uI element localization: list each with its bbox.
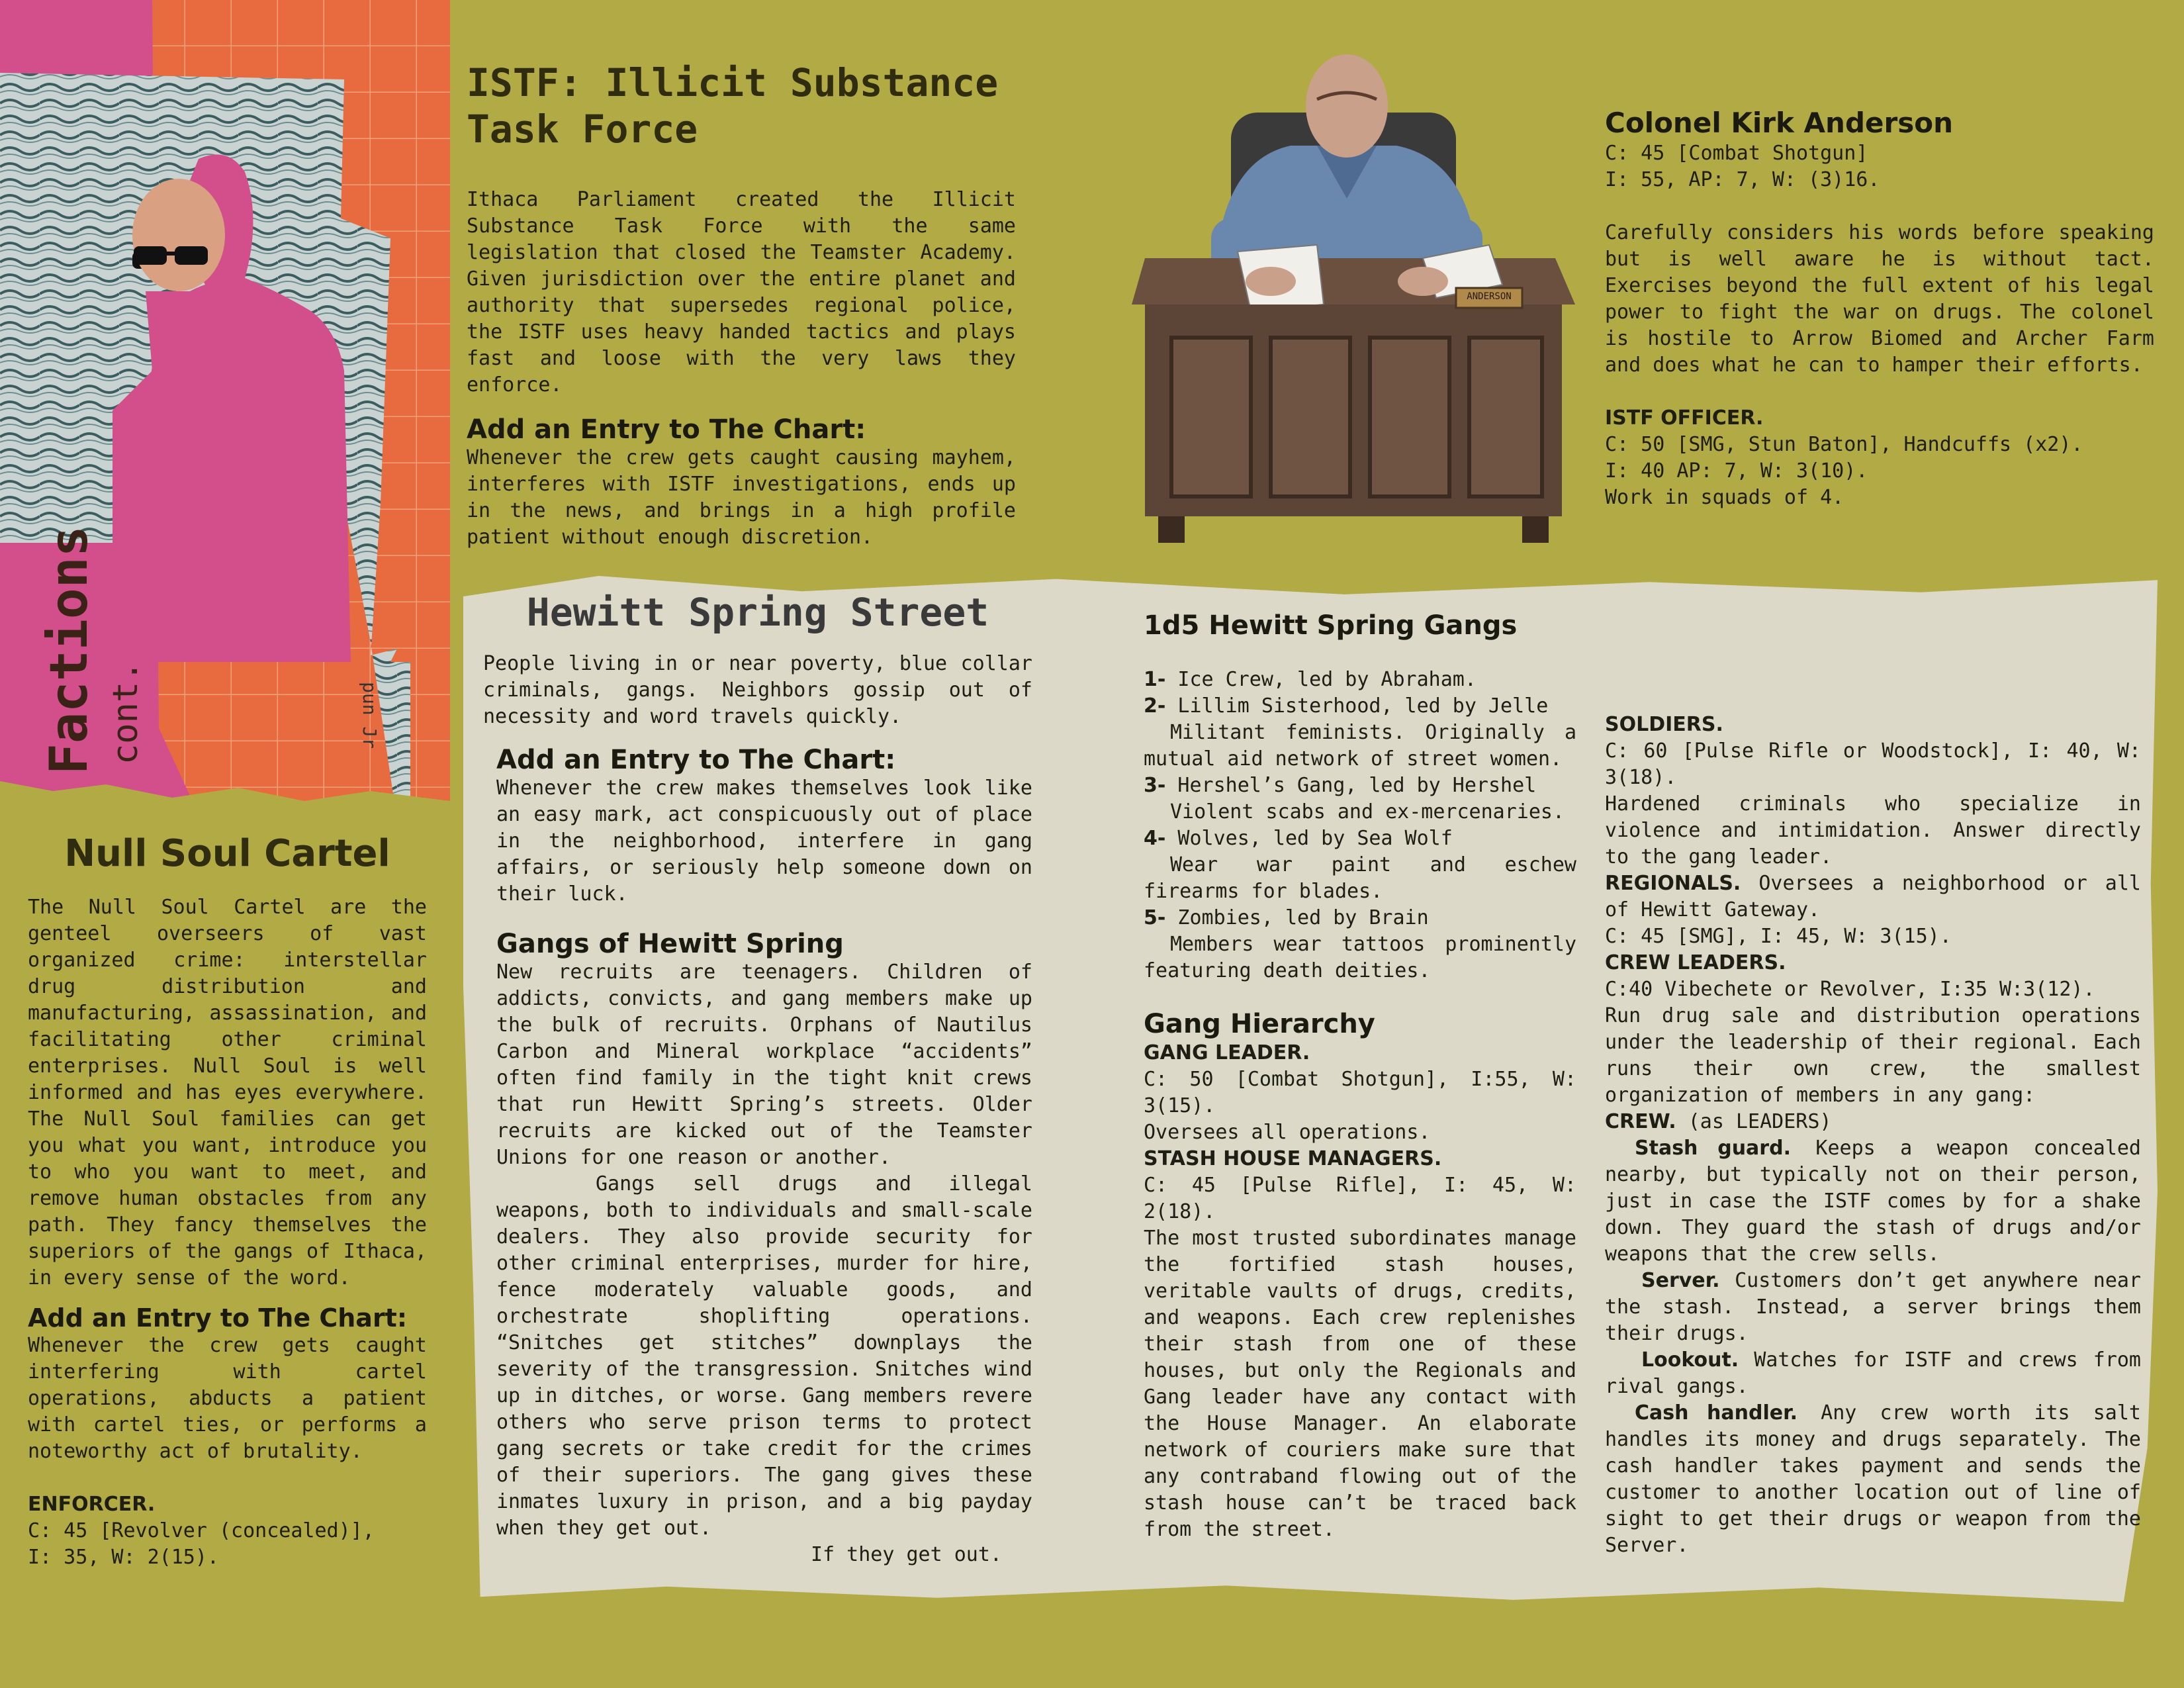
gang-item-3: 3- Hershel’s Gang, led by Hershel: [1144, 774, 1537, 797]
null-soul-intro: The Null Soul Cartel are the genteel overseers of vast organized crime: interstellar drug distribution and manufacturing, assassination, and facilitating other criminal enterprises. Null Soul is well informed and has eyes everywhere. The Null Soul families can get you what you want, introduce you to who you want to meet, and remove human obstacles from any path. They fancy themselves the superiors of the gangs of Ithaca, in every sense of the word.: [28, 896, 427, 1289]
hewitt-title: Hewitt Spring Street: [526, 590, 989, 635]
null-soul-chart-text: Whenever the crew gets caught interfering with cartel operations, abducts a patient with cartel ties, or performs a noteworthy act of brutality.: [28, 1334, 427, 1463]
server-label: Server.: [1641, 1269, 1720, 1292]
server-desc: Customers don’t get anywhere near the stash. Instead, a server brings them their drugs.: [1605, 1269, 2142, 1345]
gangs-heading: Gangs of Hewitt Spring: [496, 929, 844, 959]
colonel-desc: Carefully considers his words before speaking but is well aware he is without tact. Exercises beyond the full extent of his legal power to fight the war on drugs. The colonel is hostile to Arrow Biomed and Archer Farm and does what he can to hamper their efforts.: [1605, 221, 2154, 377]
gang-item-4: 4- Wolves, led by Sea Wolf: [1144, 827, 1453, 850]
colonel-section: [1605, 106, 2154, 511]
hewitt-intro: People living in or near poverty, blue collar criminals, gangs. Neighbors gossip out of necessity and word travels quickly.: [483, 652, 1032, 728]
sidebar-subtitle: cont.: [106, 661, 146, 765]
stash-manager-desc: The most trusted subordinates manage the fortified stash houses, veritable vaults of drugs, credits, and weapons. Each crew replenishes their stash from one of these houses, but only the Regionals and Gang leader have any contact with the House Manager. An elaborate network of couriers make sure that any contraband flowing out of the stash house can’t be traced back from the street.: [1144, 1227, 1576, 1541]
gangs-list: [1144, 667, 1576, 984]
istf-chart-heading: Add an Entry to The Chart:: [467, 414, 866, 445]
gang-desc-4: Wear war paint and eschew firearms for blades.: [1144, 853, 1576, 903]
null-soul-title: Null Soul Cartel: [64, 832, 390, 875]
crew: [1605, 1109, 2141, 1135]
istf-title-line2: Task Force: [467, 107, 698, 152]
desk-nameplate: ANDERSON: [1467, 291, 1512, 302]
gangs-table-section: [1144, 606, 1576, 1543]
istf-title: [467, 60, 1036, 152]
leader-label: GANG LEADER.: [1144, 1041, 1310, 1064]
stash-guard: [1605, 1135, 2141, 1268]
lookout-label: Lookout.: [1641, 1348, 1739, 1372]
crew-leaders-stats: C:40 Vibechete or Revolver, I:35 W:3(12).: [1605, 978, 2095, 1001]
lookout: [1605, 1347, 2141, 1400]
crew-leaders-label: CREW LEADERS.: [1605, 951, 1786, 974]
enforcer-label: ENFORCER.: [28, 1493, 156, 1516]
cash-handler-label: Cash handler.: [1635, 1401, 1797, 1425]
istf-title-line1: ISTF: Illicit Substance: [467, 60, 999, 105]
collage-illustration: [0, 0, 450, 827]
cash-handler: [1605, 1400, 2141, 1559]
server: [1605, 1268, 2141, 1347]
colonel-stats-1: C: 45 [Combat Shotgun]: [1605, 142, 1868, 165]
hewitt-chart-text: Whenever the crew makes themselves look like an easy mark, act conspicuously out of place in the neighborhood, interfere in gang affairs, or seriously help someone down on their luck.: [496, 776, 1032, 906]
soldiers-stats: C: 60 [Pulse Rifle or Woodstock], I: 40, W: 3(18).: [1605, 739, 2141, 789]
null-soul-section: [28, 831, 427, 1571]
regionals-label: REGIONALS.: [1605, 872, 1741, 895]
istf-intro: Ithaca Parliament created the Illicit Substance Task Force with the same legislation that closed the Teamster Academy. Given jurisdiction over the entire planet and authority that supersedes regional police, the ISTF uses heavy handed tactics and plays fast and loose with the very laws they enforce.: [467, 188, 1016, 397]
leader-desc: Oversees all operations.: [1144, 1121, 1431, 1144]
gang-item-1: 1- Ice Crew, led by Abraham.: [1144, 668, 1477, 691]
gang-item-5: 5- Zombies, led by Brain: [1144, 906, 1429, 929]
crew-label: CREW.: [1605, 1110, 1676, 1133]
soldiers-label: SOLDIERS.: [1605, 713, 1723, 736]
sidebar-title: Factions: [40, 526, 99, 774]
colonel-stats-2: I: 55, AP: 7, W: (3)16.: [1605, 168, 1880, 191]
gang-desc-2: Militant feminists. Originally a mutual aid network of street women.: [1144, 721, 1576, 771]
null-soul-chart-heading: Add an Entry to The Chart:: [28, 1303, 408, 1333]
stash-guard-desc: Keeps a weapon concealed nearby, but typically not on their person, just in case the ISTF comes by for a shake down. They guard the stash of drugs and/or weapons that the crew sells.: [1605, 1137, 2141, 1266]
stash-manager-label: STASH HOUSE MANAGERS.: [1144, 1147, 1442, 1170]
stash-guard-label: Stash guard.: [1635, 1137, 1791, 1160]
gangs-ending: If they get out.: [811, 1543, 1002, 1566]
istf-chart-text: Whenever the crew gets caught causing mayhem, interferes with ISTF investigations, ends up in the news, and brings in a high profile patient without enough discretion.: [467, 446, 1016, 549]
roles-section: [1605, 712, 2141, 1559]
colonel-illustration: [1118, 26, 1582, 556]
cash-handler-desc: Any crew worth its salt handles its money and drugs separately. The cash handler takes payment and sends the customer to another location out of line of sight to get their drugs or weapon from the Server.: [1605, 1401, 2141, 1557]
gangs-paragraph-1: New recruits are teenagers. Children of addicts, convicts, and gang members make up the bulk of recruits. Orphans of Nautilus Carbon and Mineral workplace “accidents” often find family in the tight knit crews that run Hewitt Spring’s streets. Older recruits are kicked out of the Teamster Unions for one reason or another.: [496, 961, 1032, 1169]
hierarchy-heading: Gang Hierarchy: [1144, 1009, 1375, 1039]
hewitt-chart-heading: Add an Entry to The Chart:: [496, 745, 896, 775]
leader-stats: C: 50 [Combat Shotgun], I:55, W: 3(15).: [1144, 1068, 1576, 1117]
colonel-name: Colonel Kirk Anderson: [1605, 107, 1953, 139]
officer-stats-1: C: 50 [SMG, Stun Baton], Handcuffs (x2).: [1605, 433, 2083, 456]
scrap-text: pun Jr: [359, 682, 381, 749]
gang-desc-5: Members wear tattoos prominently featuring death deities.: [1144, 933, 1576, 982]
gang-desc-3: Violent scabs and ex-mercenaries.: [1170, 800, 1565, 823]
hewitt-section: [483, 586, 1046, 1568]
gangs-table-heading: 1d5 Hewitt Spring Gangs: [1144, 610, 1518, 641]
regionals: [1605, 870, 2141, 923]
regionals-desc: Oversees a neighborhood or all of Hewitt Gateway.: [1605, 872, 2141, 921]
crew-note: (as LEADERS): [1688, 1110, 1832, 1133]
gangs-paragraph-2: Gangs sell drugs and illegal weapons, both to individuals and small-scale dealers. They also provide security for other criminal enterprises, murder for hire, fence moderately valuable goods, and orchestrate shoplifting operations. “Snitches get stitches” downplays the severity of the transgression. Snitches wind up in ditches, or worse. Gang members revere others who serve prison terms to protect gang secrets or take credit for the crimes of their superiors. The gang gives these inmates luxury in prison, and a big payday when they get out.: [496, 1172, 1032, 1540]
stash-manager-stats: C: 45 [Pulse Rifle], I: 45, W: 2(18).: [1144, 1174, 1576, 1223]
lookout-desc: Watches for ISTF and crews from rival gangs.: [1605, 1348, 2141, 1398]
crew-leaders-desc: Run drug sale and distribution operations under the leadership of their regional. Each runs their own crew, the smallest organization of members in any gang:: [1605, 1004, 2141, 1107]
officer-stats-3: Work in squads of 4.: [1605, 486, 1844, 509]
officer-label: ISTF OFFICER.: [1605, 406, 1764, 430]
enforcer-stats-2: I: 35, W: 2(15).: [28, 1546, 219, 1569]
enforcer-stats-1: C: 45 [Revolver (concealed)],: [28, 1519, 375, 1542]
gang-item-2: 2- Lillim Sisterhood, led by Jelle: [1144, 694, 1549, 718]
officer-stats-2: I: 40 AP: 7, W: 3(10).: [1605, 459, 1868, 483]
soldiers-desc: Hardened criminals who specialize in violence and intimidation. Answer directly to the gang leader.: [1605, 792, 2141, 868]
regionals-stats: C: 45 [SMG], I: 45, W: 3(15).: [1605, 925, 1952, 948]
istf-section: [467, 60, 1036, 551]
